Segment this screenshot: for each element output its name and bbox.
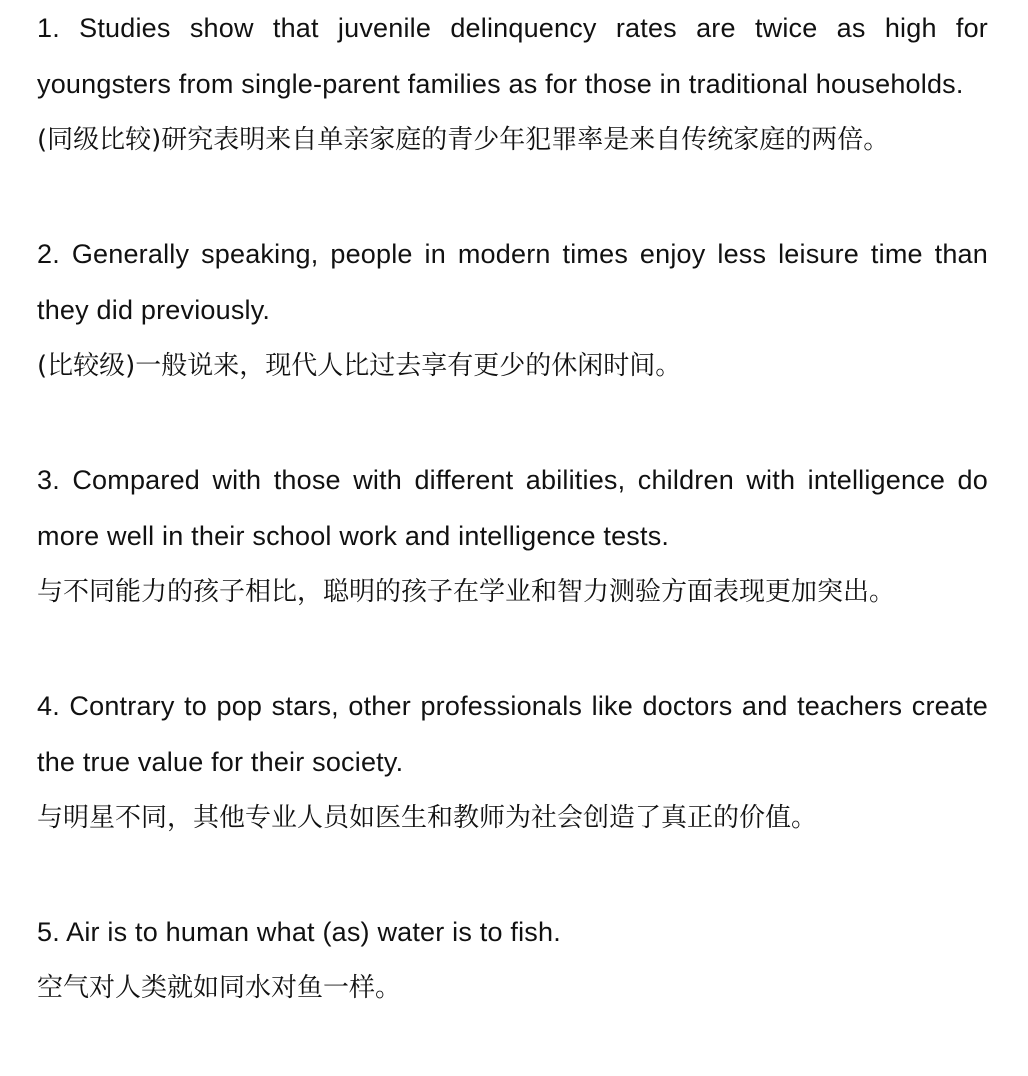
english-sentence: 3. Compared with those with different abilities, children with intelligence do more well in their school work and intelligence tests. bbox=[37, 465, 988, 551]
sentence-item-3 bbox=[37, 452, 988, 620]
english-sentence: 2. Generally speaking, people in modern times enjoy less leisure time than they did previously. bbox=[37, 239, 988, 325]
english-sentence: 1. Studies show that juvenile delinquency rates are twice as high for youngsters from single-parent families as for those in traditional households. bbox=[37, 13, 988, 99]
chinese-translation: (同级比较)研究表明来自单亲家庭的青少年犯罪率是来自传统家庭的两倍。 bbox=[37, 125, 890, 155]
sentence-item-4 bbox=[37, 678, 988, 846]
english-sentence: 4. Contrary to pop stars, other professionals like doctors and teachers create the true value for their society. bbox=[37, 691, 988, 777]
sentence-item-1 bbox=[37, 0, 988, 168]
sentence-item-5 bbox=[37, 904, 988, 1016]
sentence-item-2 bbox=[37, 226, 988, 394]
english-sentence: 5. Air is to human what (as) water is to fish. bbox=[37, 917, 561, 947]
chinese-translation: (比较级)一般说来，现代人比过去享有更少的休闲时间。 bbox=[37, 351, 682, 381]
chinese-translation: 与明星不同，其他专业人员如医生和教师为社会创造了真正的价值。 bbox=[37, 803, 818, 833]
chinese-translation: 与不同能力的孩子相比，聪明的孩子在学业和智力测验方面表现更加突出。 bbox=[37, 577, 896, 607]
chinese-translation: 空气对人类就如同水对鱼一样。 bbox=[37, 973, 402, 1003]
